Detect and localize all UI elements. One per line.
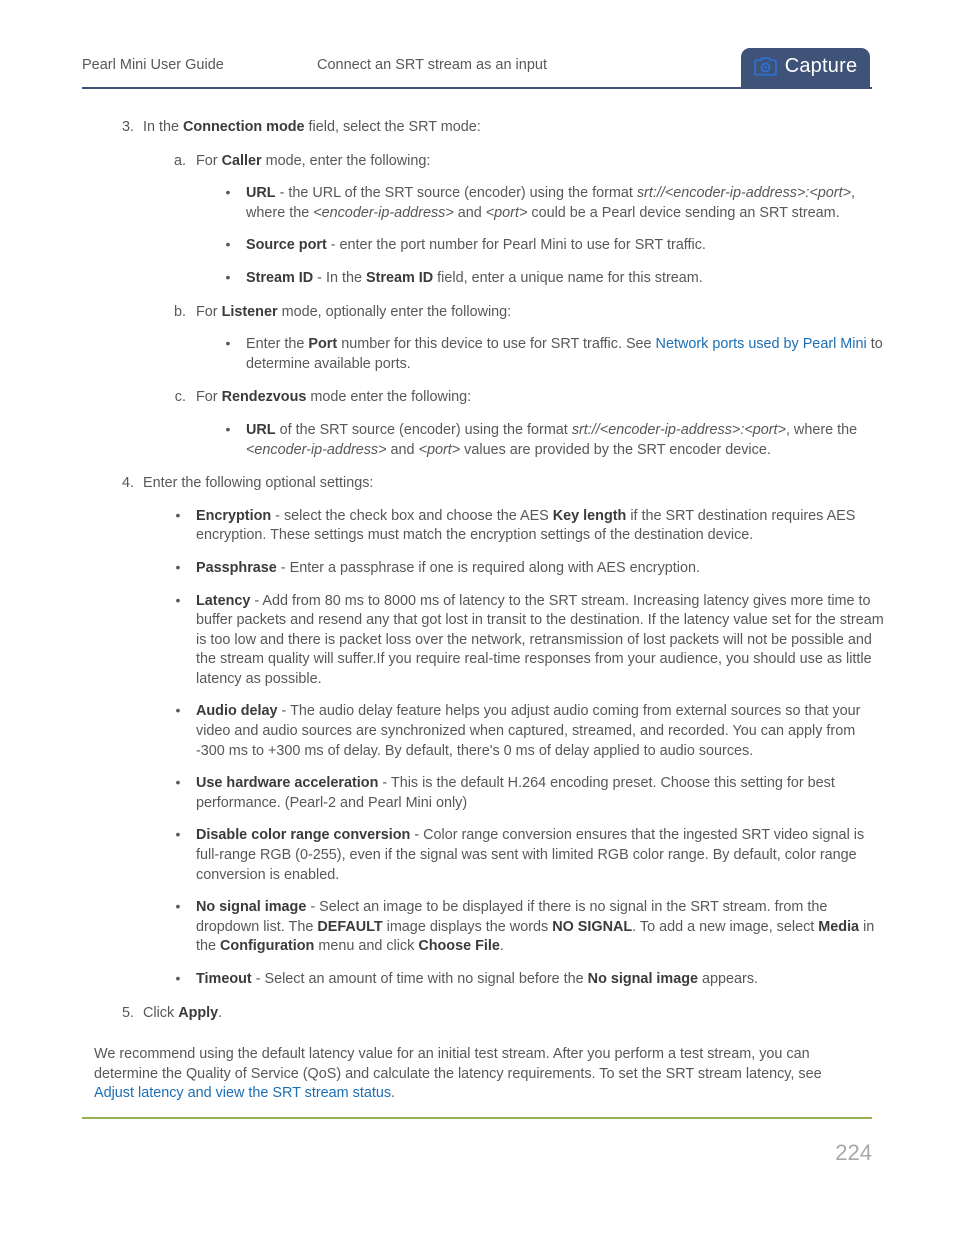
caller-stream-id-text: Stream ID - In the Stream ID field, enter a unique name for this stream. — [246, 269, 703, 286]
capture-badge-label: Capture — [784, 54, 858, 77]
no-signal-image-text: No signal image - Select an image to be displayed if there is no signal in the SRT stream. from the dropdown list. The DEFAULT image displays the words NO SIGNAL. To add a new image, select Media in the Configuration menu and click Choose File. — [196, 899, 875, 955]
step-3b-text: For Listener mode, optionally enter the following: — [196, 303, 512, 320]
list-item-latency — [172, 592, 886, 690]
closing-text: We recommend using the default latency value for an initial test stream. After you perform a test stream, you can determine the Quality of Service (QoS) and calculate the latency requirements. To set the SRT stream latency, see — [94, 1046, 822, 1082]
step-3-text: In the Connection mode field, select the SRT mode: — [143, 119, 481, 135]
page-number: 224 — [835, 1140, 872, 1165]
list-item-encryption — [172, 507, 886, 546]
caller-url-text: URL - the URL of the SRT source (encoder) using the format srt://<encoder-ip-address>:<port>, where the <encoder-ip-address> and <port> could be a Pearl device sending an SRT stream. — [246, 185, 855, 221]
list-item-hardware-acceleration — [172, 774, 886, 813]
header-section-title: Connect an SRT stream as an input — [317, 57, 547, 73]
listener-port-text: Enter the Port number for this device to use for SRT traffic. See Network ports used by Pearl Mini to determine available ports. — [246, 336, 883, 372]
bullet-icon: • — [175, 774, 181, 791]
bullet-icon: • — [175, 702, 181, 719]
closing-paragraph — [94, 1045, 862, 1104]
document-content — [0, 104, 954, 1104]
latency-text: Latency - Add from 80 ms to 8000 ms of latency to the SRT stream. Increasing latency gives more time to buffer packets and resend any that got lost in transit to the destination. If the latency value set for the stream is too low and there is packet loss over the network, retransmission of lost packets will not be possible and the stream quality will suffer.If you require real-time responses from your audience, you should use as little latency as possible. — [196, 592, 884, 687]
header-guide-title: Pearl Mini User Guide — [82, 57, 224, 73]
list-marker: 5. — [121, 1004, 134, 1021]
list-item-caller-source-port — [222, 236, 884, 256]
list-item-caller-stream-id — [222, 269, 884, 289]
rendezvous-url-text: URL of the SRT source (encoder) using the format srt://<encoder-ip-address>:<port>, where the <encoder-ip-address> and <port> values are provided by the SRT encoder device. — [246, 421, 858, 458]
list-marker: c. — [174, 389, 186, 406]
list-item-timeout — [172, 970, 886, 990]
list-item-rendezvous-url — [222, 421, 884, 460]
header-divider — [82, 87, 872, 89]
color-range-conversion-text: Disable color range conversion - Color range conversion ensures that the ingested SRT video signal is full-range RGB (0-255), even if the signal was sent with limited RGB color range. By default, color range conversion is enabled. — [196, 827, 865, 883]
list-item-no-signal-image — [172, 898, 886, 957]
step-3a-text: For Caller mode, enter the following: — [196, 152, 431, 169]
bullet-icon: • — [175, 826, 181, 843]
list-item-color-range-conversion — [172, 826, 886, 885]
footer-divider — [82, 1117, 872, 1119]
encryption-text: Encryption - select the check box and choose the AES Key length if the SRT destination requires AES encryption. These settings must match the encryption settings of the destination device. — [196, 507, 856, 544]
capture-badge — [741, 48, 870, 87]
list-item-audio-delay — [172, 702, 886, 761]
list-item-step-3 — [112, 118, 833, 138]
timeout-text: Timeout - Select an amount of time with no signal before the No signal image appears. — [196, 971, 759, 987]
bullet-icon: • — [225, 184, 231, 201]
list-item-step-5 — [112, 1004, 833, 1024]
list-item-step-4 — [112, 474, 833, 494]
list-item-caller-url — [222, 184, 884, 223]
list-item-listener-port — [222, 335, 884, 374]
bullet-icon: • — [175, 970, 181, 986]
step-5-text: Click Apply. — [143, 1004, 223, 1021]
step-4-text: Enter the following optional settings: — [143, 475, 374, 492]
bullet-icon: • — [175, 898, 181, 915]
step-3c-text: For Rendezvous mode enter the following: — [196, 389, 472, 406]
list-marker: 3. — [121, 119, 134, 135]
bullet-icon: • — [225, 236, 231, 253]
bullet-icon: • — [175, 506, 181, 523]
bullet-icon: • — [225, 268, 231, 285]
list-item-step-3b — [166, 303, 886, 323]
audio-delay-text: Audio delay - The audio delay feature helps you adjust audio coming from external sources so that your video and audio sources are synchronized when captured, streamed, and recorded. You can apply from -300 ms to +300 ms of delay. By default, there's 0 ms of delay applied to audio sources. — [196, 703, 861, 759]
link-adjust-latency[interactable]: Adjust latency and view the SRT stream status — [94, 1085, 392, 1102]
bullet-icon: • — [225, 420, 231, 437]
link-network-ports[interactable]: Network ports used by Pearl Mini — [655, 336, 867, 353]
closing-text-end: . — [391, 1085, 396, 1102]
camera-icon — [754, 57, 777, 76]
list-item-step-3c — [166, 388, 886, 408]
list-marker: a. — [173, 152, 186, 169]
passphrase-text: Passphrase - Enter a passphrase if one is required along with AES encryption. — [196, 559, 700, 576]
list-marker: 4. — [121, 475, 134, 492]
bullet-icon: • — [225, 335, 231, 352]
list-marker: b. — [173, 303, 186, 320]
bullet-icon: • — [175, 558, 181, 575]
list-item-passphrase — [172, 559, 886, 579]
hardware-acceleration-text: Use hardware acceleration - This is the default H.264 encoding preset. Choose this setting for best performance. (Pearl-2 and Pearl Mini only) — [196, 775, 835, 811]
list-item-step-3a — [166, 152, 886, 172]
bullet-icon: • — [175, 591, 181, 608]
caller-source-port-text: Source port - enter the port number for Pearl Mini to use for SRT traffic. — [246, 237, 706, 254]
